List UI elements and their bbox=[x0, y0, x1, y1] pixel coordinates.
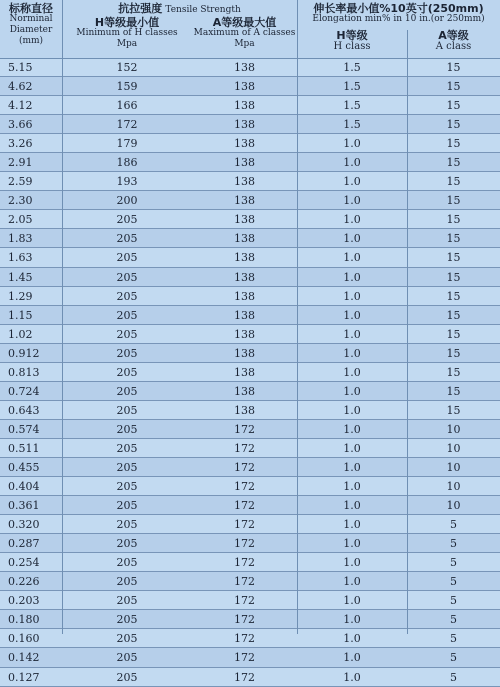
diameter-cell: 1.15 bbox=[8, 308, 33, 322]
diameter-header-en2: Diameter bbox=[9, 25, 53, 35]
diameter-header bbox=[0, 3, 62, 47]
a-max-strength-cell: 138 bbox=[234, 61, 255, 74]
a-max-strength-cell: 138 bbox=[234, 270, 255, 284]
a-max-strength-cell: 172 bbox=[234, 594, 255, 608]
h-min-strength-cell: 205 bbox=[116, 613, 138, 627]
diameter-cell: 0.404 bbox=[8, 480, 40, 494]
h-min-strength-cell: 205 bbox=[116, 556, 138, 570]
a-elongation-cell: 15 bbox=[446, 156, 461, 170]
h-min-strength-cell: 205 bbox=[116, 213, 138, 227]
table-row bbox=[0, 115, 500, 134]
h-min-strength-cell: 205 bbox=[116, 575, 138, 589]
a-elongation-cell: 15 bbox=[446, 118, 461, 132]
table-row bbox=[0, 248, 500, 267]
table-row bbox=[0, 534, 500, 553]
h-elongation-cell: 1.0 bbox=[343, 270, 361, 284]
table-header bbox=[0, 0, 500, 58]
a-elongation-cell: 5 bbox=[450, 575, 457, 589]
h-elongation-cell: 1.0 bbox=[343, 575, 361, 589]
a-elongation-cell: 15 bbox=[446, 327, 461, 341]
diameter-cell: 2.05 bbox=[8, 213, 33, 227]
h-elongation-cell: 1.0 bbox=[343, 365, 361, 379]
elongation-header-cn: 伸长率最小值%10英寸(250mm) bbox=[313, 2, 484, 15]
a-elongation-cell: 5 bbox=[450, 651, 457, 665]
table-row bbox=[0, 58, 500, 77]
a-elongation-cell: 15 bbox=[446, 194, 461, 208]
a-max-strength-cell: 138 bbox=[234, 175, 255, 189]
h-min-strength-cell: 205 bbox=[116, 251, 138, 265]
a-elongation-cell: 5 bbox=[450, 670, 457, 684]
diameter-cell: 4.12 bbox=[8, 99, 33, 113]
diameter-cell: 0.574 bbox=[8, 422, 40, 436]
table-row bbox=[0, 382, 500, 401]
a-elongation-cell: 15 bbox=[446, 80, 461, 94]
h-elongation-cell: 1.0 bbox=[343, 327, 361, 341]
h-elongation-cell: 1.0 bbox=[343, 632, 361, 646]
tensile-header-en: Tensile Strength bbox=[165, 5, 241, 15]
diameter-cell: 0.160 bbox=[8, 632, 40, 646]
a-elongation-cell: 15 bbox=[446, 270, 461, 284]
h-min-strength-cell: 205 bbox=[116, 289, 138, 303]
a-max-strength-cell: 172 bbox=[234, 556, 255, 570]
h-elongation-cell: 1.0 bbox=[343, 480, 361, 494]
table-row bbox=[0, 648, 500, 667]
diameter-cell: 1.63 bbox=[8, 251, 33, 265]
table-row bbox=[0, 77, 500, 96]
diameter-cell: 2.91 bbox=[8, 156, 33, 170]
h-elongation-cell: 1.0 bbox=[343, 651, 361, 665]
a-max-strength-cell: 138 bbox=[234, 232, 255, 246]
aclass-header-en: A class bbox=[435, 41, 472, 52]
a-max-strength-cell: 138 bbox=[234, 251, 255, 265]
table-row bbox=[0, 458, 500, 477]
h-min-strength-cell: 205 bbox=[116, 632, 138, 646]
a-max-strength-cell: 138 bbox=[234, 289, 255, 303]
table-row bbox=[0, 439, 500, 458]
h-min-strength-cell: 205 bbox=[116, 651, 138, 665]
table-row bbox=[0, 572, 500, 591]
h-min-strength-cell: 205 bbox=[116, 403, 138, 417]
a-elongation-cell: 10 bbox=[446, 499, 461, 513]
h-elongation-cell: 1.5 bbox=[343, 118, 361, 132]
h-min-strength-cell: 205 bbox=[116, 270, 138, 284]
h-min-strength-cell: 159 bbox=[116, 80, 138, 94]
a-max-strength-cell: 172 bbox=[234, 537, 255, 551]
h-elongation-cell: 1.0 bbox=[343, 194, 361, 208]
column-divider bbox=[407, 30, 408, 634]
a-elongation-cell: 15 bbox=[446, 365, 461, 379]
a-elongation-cell: 10 bbox=[446, 422, 461, 436]
h-elongation-cell: 1.0 bbox=[343, 594, 361, 608]
hclass-header bbox=[297, 30, 407, 52]
h-elongation-cell: 1.0 bbox=[343, 613, 361, 627]
a-elongation-cell: 15 bbox=[446, 137, 461, 151]
h-min-strength-cell: 205 bbox=[116, 499, 138, 513]
diameter-cell: 1.45 bbox=[8, 270, 33, 284]
a-max-strength-cell: 172 bbox=[234, 670, 255, 684]
h-elongation-cell: 1.0 bbox=[343, 232, 361, 246]
h-elongation-cell: 1.0 bbox=[343, 460, 361, 474]
h-min-strength-cell: 205 bbox=[116, 441, 138, 455]
a-max-strength-cell: 172 bbox=[234, 575, 255, 589]
h-elongation-cell: 1.0 bbox=[343, 308, 361, 322]
h-min-strength-cell: 152 bbox=[116, 61, 138, 74]
h-min-strength-cell: 200 bbox=[116, 194, 138, 208]
h-elongation-cell: 1.0 bbox=[343, 403, 361, 417]
diameter-cell: 0.320 bbox=[8, 518, 40, 532]
a-elongation-cell: 5 bbox=[450, 518, 457, 532]
a-max-strength-cell: 138 bbox=[234, 137, 255, 151]
amax-header-en: Maximum of A classes bbox=[193, 28, 296, 38]
a-max-strength-cell: 138 bbox=[234, 99, 255, 113]
h-elongation-cell: 1.0 bbox=[343, 441, 361, 455]
diameter-cell: 2.30 bbox=[8, 194, 33, 208]
diameter-cell: 2.59 bbox=[8, 175, 33, 189]
hclass-header-en: H class bbox=[333, 41, 371, 52]
h-elongation-cell: 1.0 bbox=[343, 670, 361, 684]
h-min-strength-cell: 166 bbox=[116, 99, 138, 113]
tensile-header-cn: 抗拉强度 bbox=[118, 2, 163, 15]
h-elongation-cell: 1.0 bbox=[343, 537, 361, 551]
diameter-cell: 4.62 bbox=[8, 80, 33, 94]
a-max-strength-cell: 172 bbox=[234, 518, 255, 532]
a-max-strength-cell: 138 bbox=[234, 80, 255, 94]
h-min-strength-cell: 205 bbox=[116, 518, 138, 532]
a-max-strength-cell: 138 bbox=[234, 213, 255, 227]
a-max-strength-cell: 138 bbox=[234, 327, 255, 341]
diameter-cell: 1.02 bbox=[8, 327, 33, 341]
a-max-strength-cell: 172 bbox=[234, 613, 255, 627]
h-min-strength-cell: 205 bbox=[116, 365, 138, 379]
table-row bbox=[0, 515, 500, 534]
a-elongation-cell: 15 bbox=[446, 346, 461, 360]
table-row bbox=[0, 401, 500, 420]
a-max-strength-cell: 172 bbox=[234, 499, 255, 513]
diameter-cell: 5.15 bbox=[8, 61, 33, 74]
a-max-strength-cell: 172 bbox=[234, 441, 255, 455]
table-row bbox=[0, 420, 500, 439]
table-row bbox=[0, 306, 500, 325]
h-elongation-cell: 1.0 bbox=[343, 289, 361, 303]
a-max-strength-cell: 138 bbox=[234, 403, 255, 417]
tensile-header bbox=[62, 3, 297, 16]
table-row bbox=[0, 496, 500, 515]
diameter-cell: 3.26 bbox=[8, 137, 33, 151]
h-min-strength-cell: 205 bbox=[116, 537, 138, 551]
table-row bbox=[0, 210, 500, 229]
diameter-cell: 0.643 bbox=[8, 403, 40, 417]
elongation-header-en: Elongation min% in 10 in.(or 250mm) bbox=[312, 14, 485, 24]
h-elongation-cell: 1.0 bbox=[343, 422, 361, 436]
diameter-cell: 0.226 bbox=[8, 575, 40, 589]
a-max-strength-cell: 138 bbox=[234, 365, 255, 379]
h-min-strength-cell: 205 bbox=[116, 308, 138, 322]
h-min-strength-cell: 205 bbox=[116, 232, 138, 246]
h-elongation-cell: 1.0 bbox=[343, 346, 361, 360]
diameter-cell: 3.66 bbox=[8, 118, 33, 132]
hmin-header-unit: Mpa bbox=[116, 39, 138, 49]
a-max-strength-cell: 138 bbox=[234, 308, 255, 322]
h-min-strength-cell: 205 bbox=[116, 460, 138, 474]
a-max-strength-cell: 138 bbox=[234, 384, 255, 398]
a-elongation-cell: 15 bbox=[446, 232, 461, 246]
h-elongation-cell: 1.0 bbox=[343, 518, 361, 532]
table-body bbox=[0, 58, 500, 687]
h-min-strength-cell: 205 bbox=[116, 422, 138, 436]
table-row bbox=[0, 344, 500, 363]
a-max-strength-cell: 172 bbox=[234, 651, 255, 665]
table-row bbox=[0, 553, 500, 572]
a-elongation-cell: 15 bbox=[446, 384, 461, 398]
h-min-strength-cell: 205 bbox=[116, 346, 138, 360]
h-elongation-cell: 1.5 bbox=[343, 80, 361, 94]
diameter-cell: 0.724 bbox=[8, 384, 40, 398]
a-max-strength-cell: 172 bbox=[234, 422, 255, 436]
elongation-header bbox=[297, 3, 500, 25]
h-min-strength-cell: 193 bbox=[116, 175, 138, 189]
column-divider bbox=[297, 0, 298, 634]
h-min-strength-cell: 205 bbox=[116, 480, 138, 494]
h-elongation-cell: 1.0 bbox=[343, 499, 361, 513]
diameter-cell: 0.127 bbox=[8, 670, 40, 684]
a-elongation-cell: 15 bbox=[446, 213, 461, 227]
table-row bbox=[0, 363, 500, 382]
a-elongation-cell: 10 bbox=[446, 460, 461, 474]
table-row bbox=[0, 668, 500, 687]
h-min-strength-cell: 205 bbox=[116, 327, 138, 341]
diameter-header-cn: 标称直径 bbox=[9, 2, 53, 15]
h-elongation-cell: 1.0 bbox=[343, 384, 361, 398]
h-min-strength-cell: 205 bbox=[116, 670, 138, 684]
h-min-strength-cell: 186 bbox=[116, 156, 138, 170]
aclass-header-cn: A等级 bbox=[438, 29, 469, 42]
hmin-header-cn: H等级最小值 bbox=[94, 16, 160, 29]
h-min-strength-cell: 172 bbox=[116, 118, 138, 132]
h-elongation-cell: 1.0 bbox=[343, 251, 361, 265]
h-elongation-cell: 1.5 bbox=[343, 99, 361, 113]
h-elongation-cell: 1.0 bbox=[343, 137, 361, 151]
h-elongation-cell: 1.0 bbox=[343, 175, 361, 189]
a-elongation-cell: 15 bbox=[446, 251, 461, 265]
table-row bbox=[0, 287, 500, 306]
diameter-header-en1: Norminal bbox=[9, 14, 53, 24]
amax-header-unit: Mpa bbox=[234, 39, 255, 49]
a-max-strength-cell: 138 bbox=[234, 156, 255, 170]
diameter-cell: 0.180 bbox=[8, 613, 40, 627]
table-row bbox=[0, 191, 500, 210]
a-max-strength-cell: 138 bbox=[234, 118, 255, 132]
h-min-strength-cell: 205 bbox=[116, 594, 138, 608]
a-elongation-cell: 5 bbox=[450, 537, 457, 551]
table-row bbox=[0, 610, 500, 629]
table-row bbox=[0, 477, 500, 496]
a-max-strength-cell: 172 bbox=[234, 480, 255, 494]
amax-header bbox=[192, 17, 297, 50]
a-elongation-cell: 15 bbox=[446, 289, 461, 303]
a-elongation-cell: 5 bbox=[450, 613, 457, 627]
diameter-cell: 0.142 bbox=[8, 651, 40, 665]
table-row bbox=[0, 325, 500, 344]
h-elongation-cell: 1.0 bbox=[343, 556, 361, 570]
table-row bbox=[0, 134, 500, 153]
hmin-header-en: Minimum of H classes bbox=[76, 28, 178, 38]
table-row bbox=[0, 172, 500, 191]
diameter-header-en3: (mm) bbox=[18, 36, 44, 46]
diameter-cell: 0.203 bbox=[8, 594, 40, 608]
table-row bbox=[0, 629, 500, 648]
hclass-header-cn: H等级 bbox=[336, 29, 368, 42]
table-row bbox=[0, 591, 500, 610]
h-elongation-cell: 1.0 bbox=[343, 156, 361, 170]
a-elongation-cell: 15 bbox=[446, 308, 461, 322]
column-divider bbox=[62, 0, 63, 634]
aclass-header bbox=[407, 30, 500, 52]
table-row bbox=[0, 153, 500, 172]
a-max-strength-cell: 138 bbox=[234, 194, 255, 208]
diameter-cell: 0.287 bbox=[8, 537, 40, 551]
diameter-cell: 0.361 bbox=[8, 499, 40, 513]
table-row bbox=[0, 268, 500, 287]
diameter-cell: 0.254 bbox=[8, 556, 40, 570]
diameter-cell: 0.912 bbox=[8, 346, 40, 360]
a-elongation-cell: 15 bbox=[446, 175, 461, 189]
table-row bbox=[0, 96, 500, 115]
a-elongation-cell: 5 bbox=[450, 594, 457, 608]
a-elongation-cell: 5 bbox=[450, 556, 457, 570]
h-elongation-cell: 1.0 bbox=[343, 213, 361, 227]
a-elongation-cell: 10 bbox=[446, 480, 461, 494]
a-elongation-cell: 15 bbox=[446, 99, 461, 113]
a-max-strength-cell: 138 bbox=[234, 346, 255, 360]
h-min-strength-cell: 179 bbox=[116, 137, 138, 151]
hmin-header bbox=[62, 17, 192, 50]
a-max-strength-cell: 172 bbox=[234, 460, 255, 474]
a-max-strength-cell: 172 bbox=[234, 632, 255, 646]
table-row bbox=[0, 229, 500, 248]
diameter-cell: 1.29 bbox=[8, 289, 33, 303]
amax-header-cn: A等级最大值 bbox=[212, 16, 277, 29]
diameter-cell: 0.813 bbox=[8, 365, 40, 379]
a-elongation-cell: 10 bbox=[446, 441, 461, 455]
a-elongation-cell: 5 bbox=[450, 632, 457, 646]
diameter-cell: 0.455 bbox=[8, 460, 40, 474]
a-elongation-cell: 15 bbox=[446, 403, 461, 417]
h-elongation-cell: 1.5 bbox=[343, 61, 361, 74]
a-elongation-cell: 15 bbox=[446, 61, 461, 74]
diameter-cell: 1.83 bbox=[8, 232, 33, 246]
header-divider bbox=[0, 58, 500, 59]
diameter-cell: 0.511 bbox=[8, 441, 40, 455]
h-min-strength-cell: 205 bbox=[116, 384, 138, 398]
